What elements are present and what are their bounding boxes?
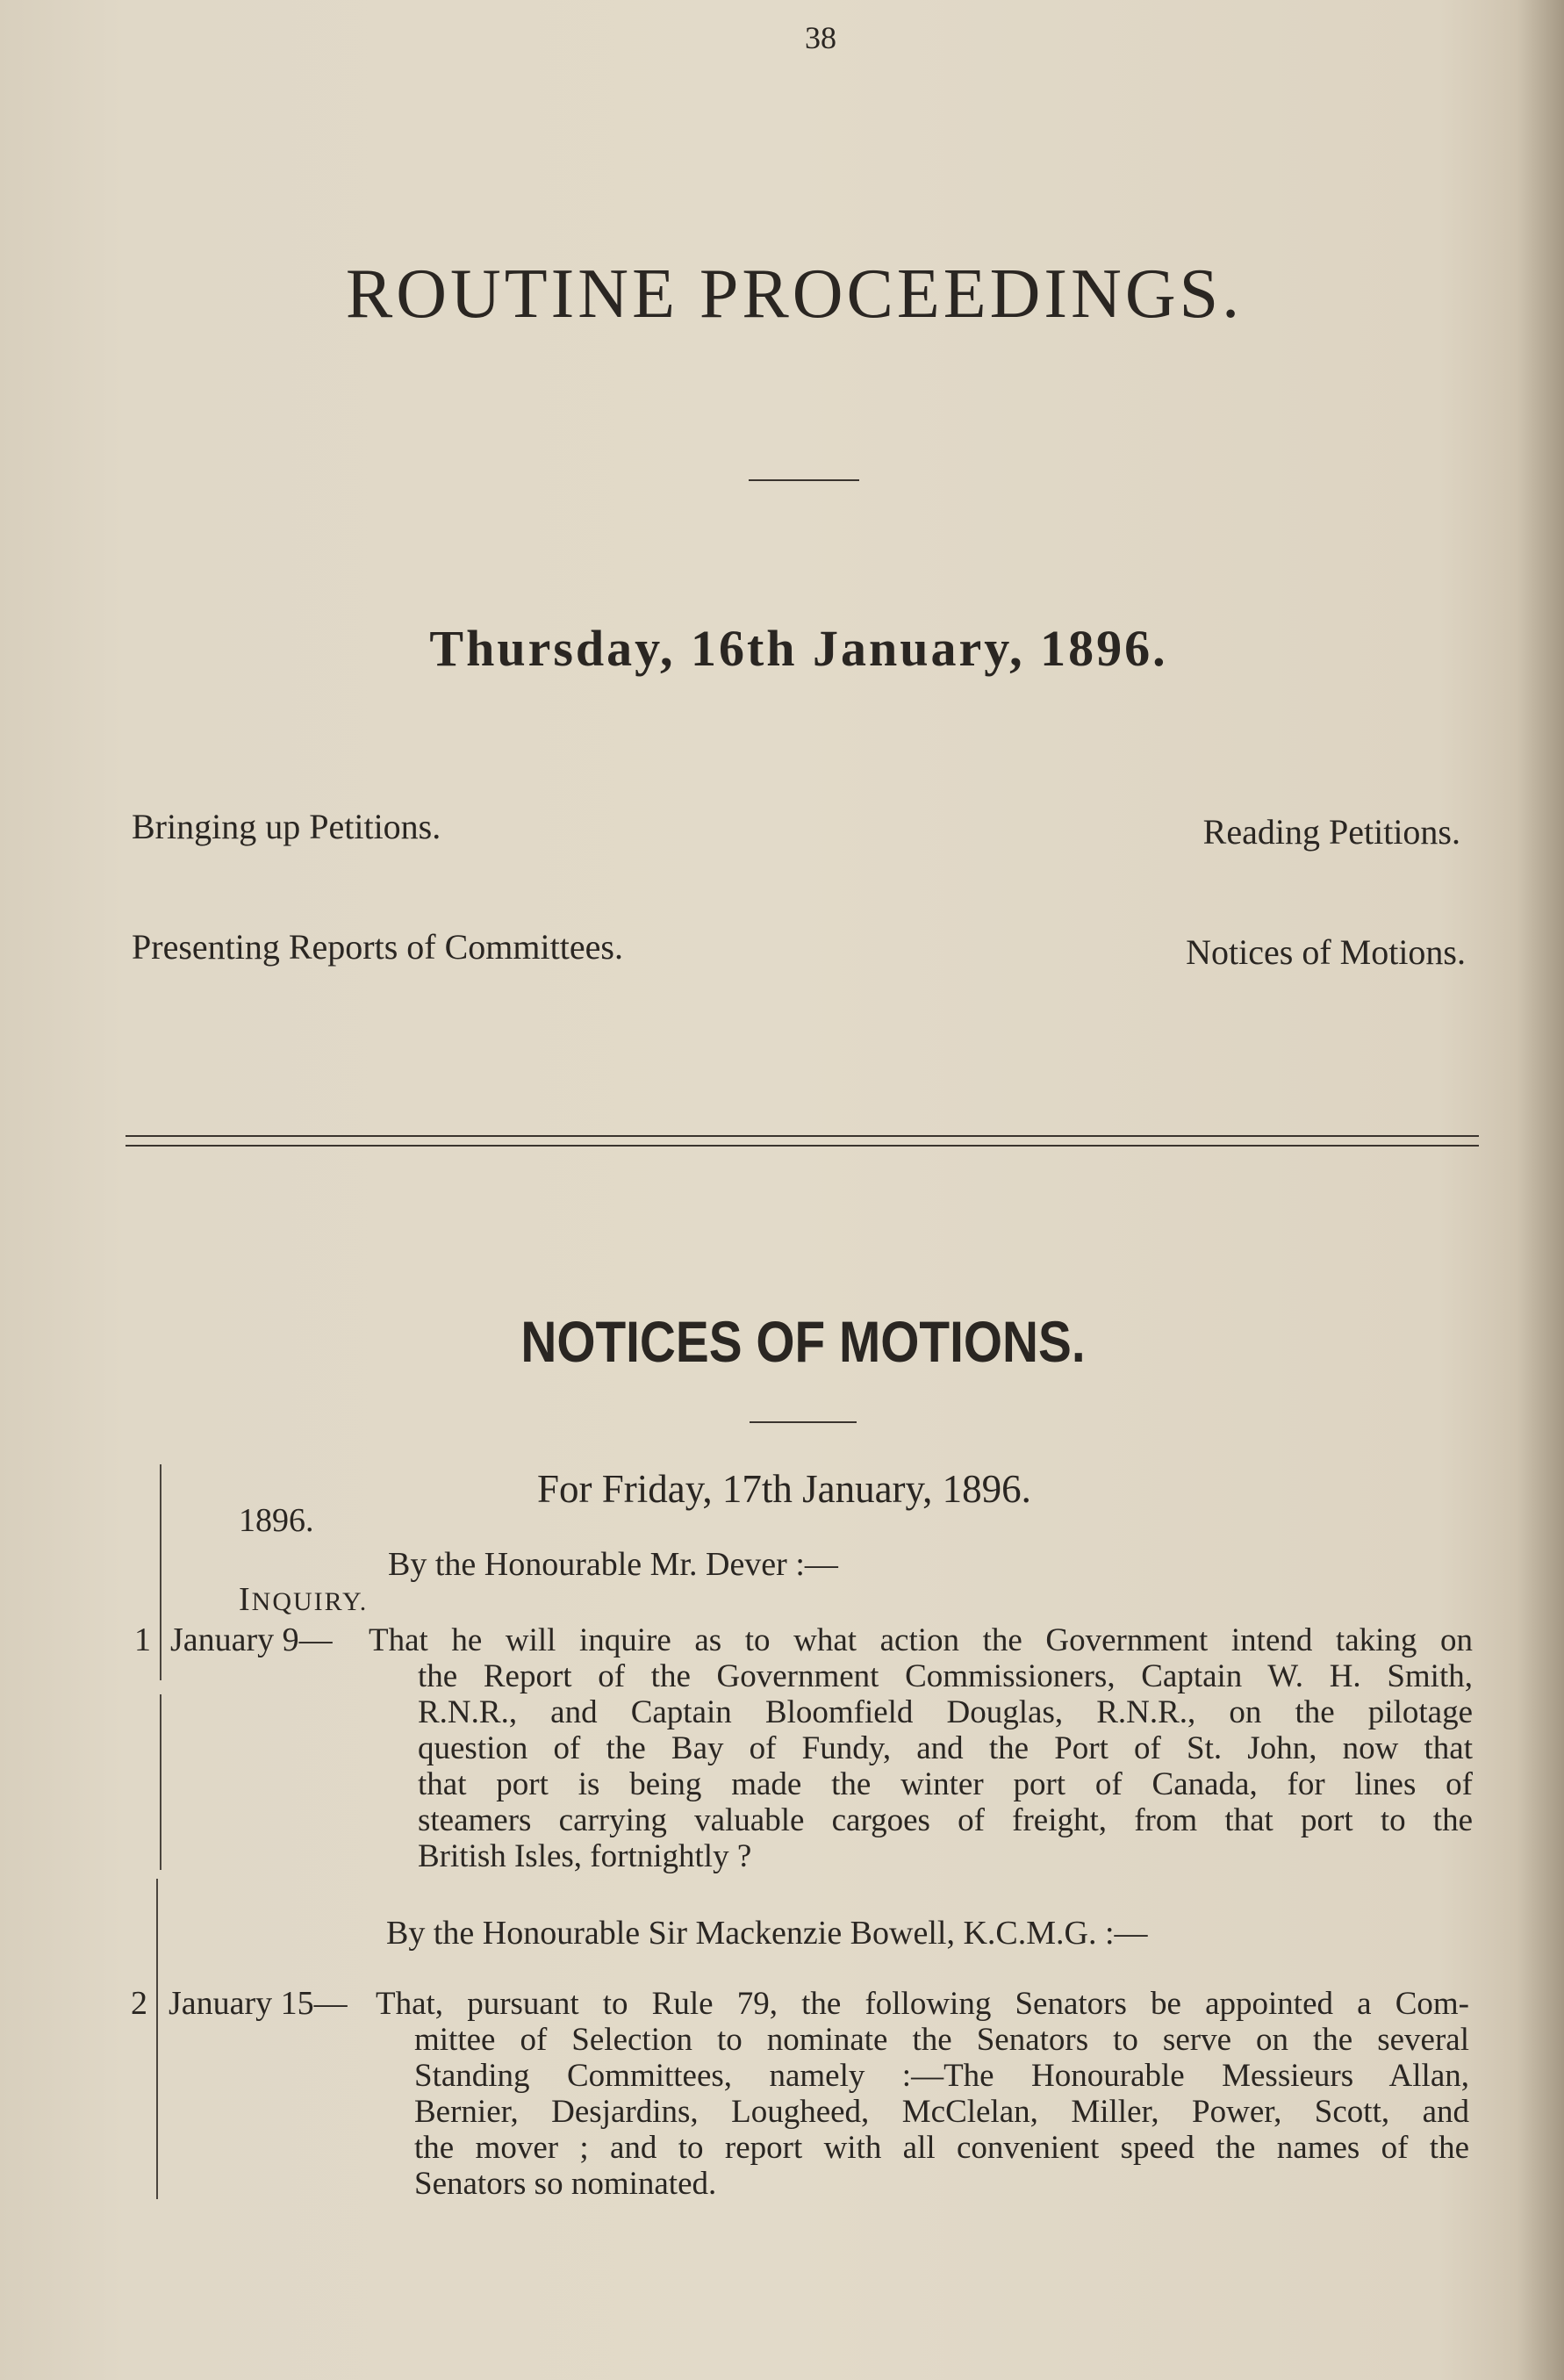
notices-of-motions-heading: NOTICES OF MOTIONS.	[520, 1309, 1086, 1374]
margin-rule	[160, 1464, 161, 1680]
double-divider	[126, 1135, 1479, 1147]
motion-1-number: 1	[134, 1621, 151, 1658]
motion-text-line: That he will inquire as to what action the Government intend taking on	[369, 1622, 1473, 1658]
short-rule-2	[750, 1421, 857, 1423]
routine-item-presenting-reports: Presenting Reports of Committees.	[132, 927, 623, 967]
motion-text-line: that port is being made the winter port of Canada, for lines of	[418, 1766, 1473, 1802]
motion-text-line: steamers carrying valuable cargoes of freight, from that port to the	[418, 1802, 1473, 1838]
motion-text-line: mittee of Selection to nominate the Senators to serve on the several	[414, 2022, 1469, 2058]
routine-proceedings-heading: ROUTINE PROCEEDINGS.	[345, 255, 1244, 333]
motion-text-line: the mover ; and to report with all convenient speed the names of the	[414, 2130, 1469, 2166]
routine-item-bringing-petitions: Bringing up Petitions.	[132, 807, 441, 846]
motion-1-mover: By the Honourable Mr. Dever :—	[388, 1546, 838, 1583]
motion-text-line: British Isles, fortnightly ?	[418, 1838, 752, 1874]
motion-text-line: question of the Bay of Fundy, and the Port of St. John, now that	[418, 1730, 1473, 1766]
motion-text-line: Standing Committees, namely :—The Honourable Messieurs Allan,	[414, 2058, 1469, 2094]
page-number: 38	[805, 20, 836, 55]
routine-date: Thursday, 16th January, 1896.	[429, 620, 1168, 677]
margin-rule	[156, 1879, 158, 2199]
routine-item-reading-petitions: Reading Petitions.	[1202, 812, 1460, 852]
motion-1-date: January 9—	[170, 1621, 333, 1658]
motion-text-line: Senators so nominated.	[414, 2166, 717, 2202]
motion-2-date: January 15—	[169, 1985, 348, 2022]
motion-2-mover: By the Honourable Sir Mackenzie Bowell, K.C.M.G. :—	[386, 1915, 1148, 1952]
motion-text-line: R.N.R., and Captain Bloomfield Douglas, R.N.R., on the pilotage	[418, 1694, 1473, 1730]
motion-text-line: That, pursuant to Rule 79, the following Senators be appointed a Com-	[376, 1986, 1469, 2022]
motion-1-text	[369, 1622, 1473, 1874]
margin-rule	[160, 1694, 161, 1870]
motion-2-text	[376, 1986, 1469, 2202]
motion-1-category: INQUIRY.	[239, 1581, 369, 1618]
motion-text-line: Bernier, Desjardins, Lougheed, McClelan, Miller, Power, Scott, and	[414, 2094, 1469, 2130]
routine-item-notices-of-motions: Notices of Motions.	[1186, 932, 1466, 972]
short-rule	[749, 479, 859, 481]
notices-for-date: For Friday, 17th January, 1896.	[537, 1467, 1031, 1511]
motion-text-line: the Report of the Government Commissioners, Captain W. H. Smith,	[418, 1658, 1473, 1694]
year-label: 1896.	[239, 1502, 314, 1539]
motion-2-number: 2	[131, 1985, 147, 2022]
